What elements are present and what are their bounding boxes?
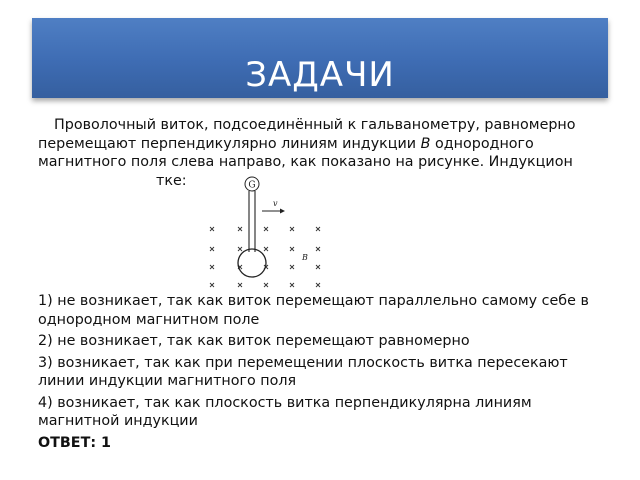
- answer-options: [38, 292, 608, 455]
- answer-option-2: 2) не возникает, так как виток перемещают равномерно: [38, 333, 470, 349]
- final-answer: ОТВЕТ: 1: [38, 434, 111, 451]
- answer-option-3: 3) возникает, так как при перемещении плоскость витка пересекают линии индукции магнитного поля: [38, 354, 568, 389]
- answer-option-4: 4) возникает, так как плоскость витка перпендикулярна линиям магнитной индукции: [38, 394, 532, 429]
- velocity-arrow-head: [280, 209, 285, 214]
- problem-text-part3: тке:: [156, 172, 187, 189]
- galvanometer-label: G: [248, 180, 256, 191]
- slide-title: ЗАДАЧИ: [245, 55, 395, 95]
- problem-field-variable: B: [420, 135, 431, 152]
- velocity-label: v: [273, 199, 278, 208]
- answer-option-1: 1) не возникает, так как виток перемещают параллельно самому себе в однородном магнитном поле: [38, 293, 589, 328]
- figure-drawing: [200, 173, 330, 293]
- wire-loop: [238, 249, 266, 277]
- figure-loop-in-magnetic-field: [200, 173, 330, 293]
- problem-text-part1: Проволочный виток, подсоединённый к гальванометру, равномерно перемещают перпендикулярно линиям индукции: [38, 117, 576, 152]
- problem-text-part2: однородного магнитного поля слева направо, как показано на рисунке. Индукцион: [38, 135, 573, 170]
- field-label: B: [302, 253, 308, 262]
- title-bar: [32, 18, 608, 98]
